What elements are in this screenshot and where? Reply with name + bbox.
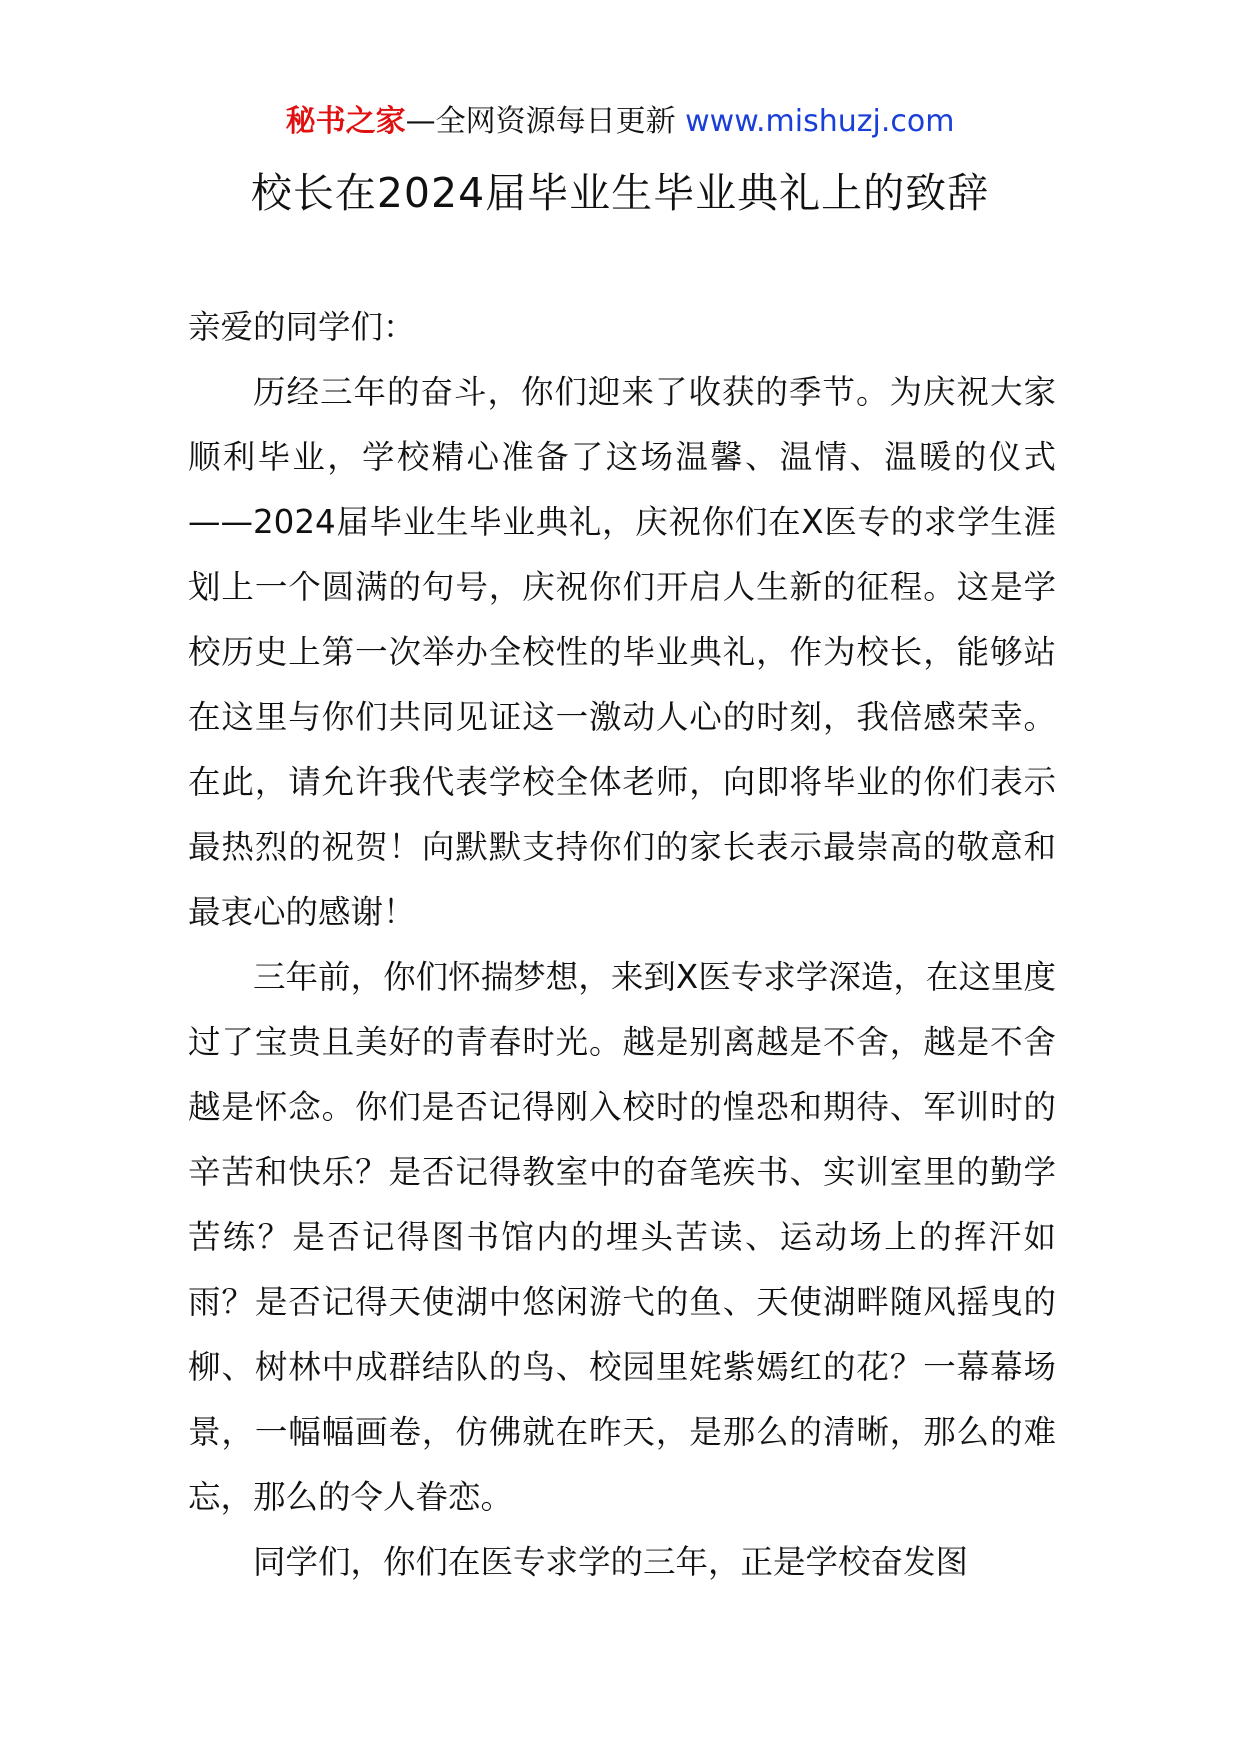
brand-name: 秘书之家: [285, 104, 406, 139]
document-title: 校长在2024届毕业生毕业典礼上的致辞: [250, 169, 990, 217]
header-tagline: —全网资源每日更新: [405, 104, 686, 139]
document-body: [188, 295, 1056, 1595]
salutation: 亲爱的同学们：: [188, 308, 416, 346]
paragraph: 三年前，你们怀揣梦想，来到X医专求学深造，在这里度过了宝贵且美好的青春时光。越是别离越是不舍，越是不舍越是怀念。你们是否记得刚入校时的惶恐和期待、军训时的辛苦和快乐？是否记得教室中的奋笔疾书、实训室里的勤学苦练？是否记得图书馆内的埋头苦读、运动场上的挥汗如雨？是否记得天使湖中悠闲游弋的鱼、天使湖畔随风摇曳的柳、树林中成群结队的鸟、校园里姹紫嫣红的花？一幕幕场景，一幅幅画卷，仿佛就在昨天，是那么的清晰，那么的难忘，那么的令人眷恋。: [188, 958, 1056, 1516]
site-header-banner: [0, 100, 1240, 144]
paragraph: 同学们，你们在医专求学的三年，正是学校奋发图: [253, 1543, 969, 1581]
site-url-link[interactable]: www.mishuzj.com: [685, 104, 955, 139]
paragraph: 历经三年的奋斗，你们迎来了收获的季节。为庆祝大家顺利毕业，学校精心准备了这场温馨、温情、温暖的仪式——2024届毕业生毕业典礼，庆祝你们在X医专的求学生涯划上一个圆满的句号，庆祝你们开启人生新的征程。这是学校历史上第一次举办全校性的毕业典礼，作为校长，能够站在这里与你们共同见证这一激动人心的时刻，我倍感荣幸。在此，请允许我代表学校全体老师，向即将毕业的你们表示最热烈的祝贺！向默默支持你们的家长表示最崇高的敬意和最衷心的感谢！: [188, 373, 1056, 931]
